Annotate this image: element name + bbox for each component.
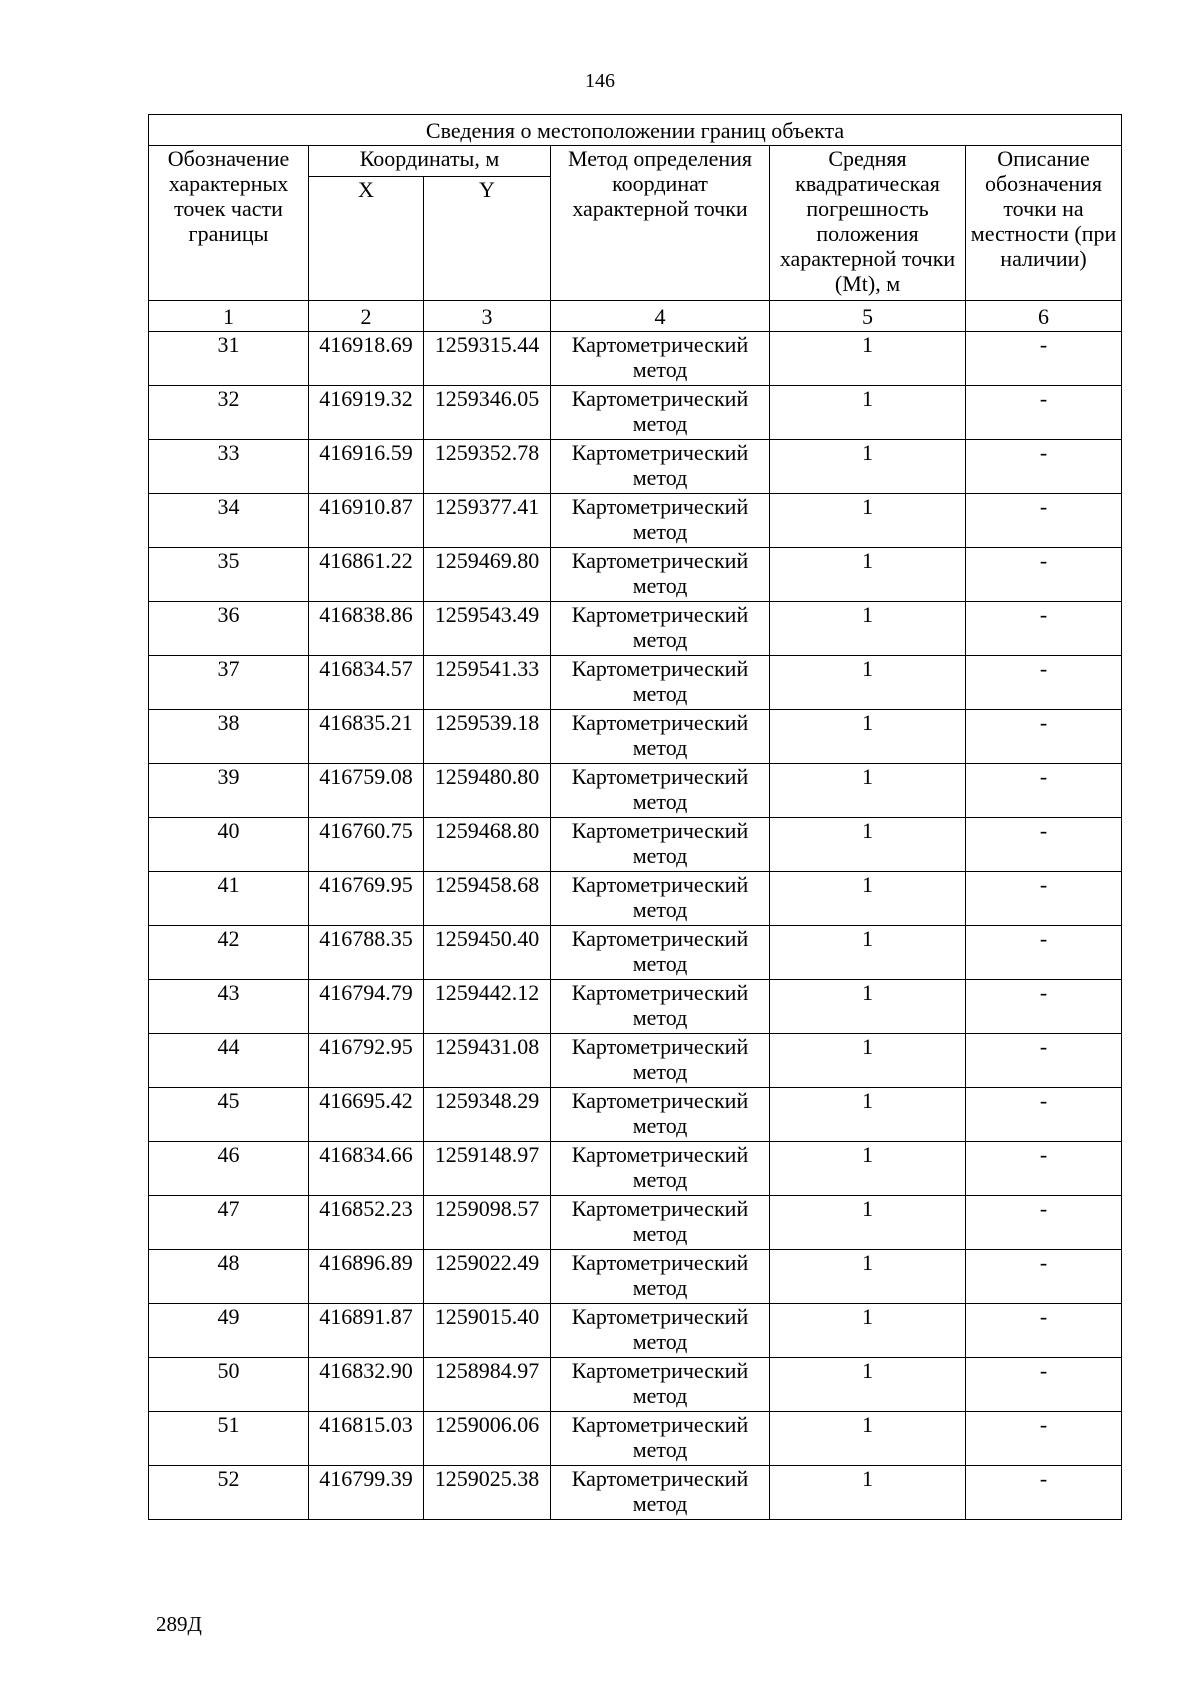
cell-point: 33	[149, 440, 309, 494]
cell-y: 1259346.05	[424, 386, 551, 440]
cell-x: 416916.59	[309, 440, 424, 494]
table-row	[149, 818, 1122, 872]
table-row	[149, 1034, 1122, 1088]
cell-method: Картометрический метод	[551, 332, 770, 386]
header-description: Описание обозначения точки на местности (при наличии)	[966, 146, 1122, 301]
cell-method: Картометрический метод	[551, 1088, 770, 1142]
table-row	[149, 1196, 1122, 1250]
table-row	[149, 1358, 1122, 1412]
table-title: Сведения о местоположении границ объекта	[149, 115, 1122, 146]
column-number-row	[149, 301, 1122, 332]
cell-x: 416838.86	[309, 602, 424, 656]
cell-description: -	[966, 386, 1122, 440]
cell-method: Картометрический метод	[551, 980, 770, 1034]
cell-y: 1259450.40	[424, 926, 551, 980]
cell-method: Картометрический метод	[551, 1358, 770, 1412]
cell-error: 1	[770, 548, 966, 602]
cell-error: 1	[770, 872, 966, 926]
cell-y: 1258984.97	[424, 1358, 551, 1412]
cell-error: 1	[770, 1088, 966, 1142]
header-error: Средняя квадратическая погрешность положения характерной точки (Mt), м	[770, 146, 966, 301]
table-row	[149, 1250, 1122, 1304]
cell-description: -	[966, 980, 1122, 1034]
cell-point: 38	[149, 710, 309, 764]
cell-description: -	[966, 818, 1122, 872]
column-number: 4	[551, 301, 770, 332]
cell-description: -	[966, 1466, 1122, 1520]
cell-x: 416788.35	[309, 926, 424, 980]
cell-point: 50	[149, 1358, 309, 1412]
cell-error: 1	[770, 710, 966, 764]
cell-y: 1259006.06	[424, 1412, 551, 1466]
cell-point: 34	[149, 494, 309, 548]
cell-method: Картометрический метод	[551, 710, 770, 764]
cell-description: -	[966, 656, 1122, 710]
cell-x: 416918.69	[309, 332, 424, 386]
table-row	[149, 332, 1122, 386]
cell-x: 416792.95	[309, 1034, 424, 1088]
cell-x: 416891.87	[309, 1304, 424, 1358]
cell-y: 1259431.08	[424, 1034, 551, 1088]
table-row	[149, 710, 1122, 764]
cell-x: 416919.32	[309, 386, 424, 440]
cell-description: -	[966, 548, 1122, 602]
cell-error: 1	[770, 1196, 966, 1250]
header-coordinates: Координаты, м	[309, 146, 551, 177]
column-number: 5	[770, 301, 966, 332]
cell-error: 1	[770, 980, 966, 1034]
cell-error: 1	[770, 764, 966, 818]
cell-method: Картометрический метод	[551, 1196, 770, 1250]
table-row	[149, 548, 1122, 602]
cell-x: 416799.39	[309, 1466, 424, 1520]
cell-description: -	[966, 1196, 1122, 1250]
cell-error: 1	[770, 602, 966, 656]
cell-description: -	[966, 872, 1122, 926]
cell-error: 1	[770, 1142, 966, 1196]
cell-method: Картометрический метод	[551, 1412, 770, 1466]
table-row	[149, 764, 1122, 818]
cell-error: 1	[770, 386, 966, 440]
cell-description: -	[966, 1088, 1122, 1142]
cell-error: 1	[770, 1358, 966, 1412]
cell-error: 1	[770, 656, 966, 710]
cell-y: 1259315.44	[424, 332, 551, 386]
cell-point: 51	[149, 1412, 309, 1466]
cell-description: -	[966, 1412, 1122, 1466]
cell-error: 1	[770, 440, 966, 494]
table-row	[149, 872, 1122, 926]
cell-description: -	[966, 440, 1122, 494]
table-row	[149, 440, 1122, 494]
cell-method: Картометрический метод	[551, 1142, 770, 1196]
cell-x: 416695.42	[309, 1088, 424, 1142]
cell-description: -	[966, 764, 1122, 818]
cell-point: 32	[149, 386, 309, 440]
table-row	[149, 386, 1122, 440]
cell-y: 1259352.78	[424, 440, 551, 494]
cell-y: 1259442.12	[424, 980, 551, 1034]
cell-x: 416834.57	[309, 656, 424, 710]
table-row	[149, 1304, 1122, 1358]
cell-error: 1	[770, 1412, 966, 1466]
cell-method: Картометрический метод	[551, 440, 770, 494]
cell-point: 36	[149, 602, 309, 656]
cell-description: -	[966, 926, 1122, 980]
cell-method: Картометрический метод	[551, 602, 770, 656]
cell-description: -	[966, 494, 1122, 548]
cell-point: 49	[149, 1304, 309, 1358]
cell-y: 1259348.29	[424, 1088, 551, 1142]
table-row	[149, 1466, 1122, 1520]
table-row	[149, 602, 1122, 656]
page-number: 146	[585, 70, 615, 92]
cell-error: 1	[770, 1466, 966, 1520]
column-number: 3	[424, 301, 551, 332]
cell-point: 31	[149, 332, 309, 386]
cell-error: 1	[770, 1250, 966, 1304]
table-row	[149, 1412, 1122, 1466]
cell-point: 46	[149, 1142, 309, 1196]
cell-y: 1259015.40	[424, 1304, 551, 1358]
cell-point: 41	[149, 872, 309, 926]
cell-point: 35	[149, 548, 309, 602]
cell-y: 1259377.41	[424, 494, 551, 548]
cell-method: Картометрический метод	[551, 872, 770, 926]
cell-y: 1259025.38	[424, 1466, 551, 1520]
table-row	[149, 926, 1122, 980]
cell-description: -	[966, 1034, 1122, 1088]
cell-error: 1	[770, 818, 966, 872]
header-point: Обозначение характерных точек части границы	[149, 146, 309, 301]
cell-y: 1259480.80	[424, 764, 551, 818]
cell-method: Картометрический метод	[551, 656, 770, 710]
cell-description: -	[966, 1358, 1122, 1412]
cell-x: 416834.66	[309, 1142, 424, 1196]
cell-point: 52	[149, 1466, 309, 1520]
cell-point: 40	[149, 818, 309, 872]
cell-x: 416835.21	[309, 710, 424, 764]
header-x: X	[309, 177, 424, 301]
cell-y: 1259458.68	[424, 872, 551, 926]
cell-method: Картометрический метод	[551, 764, 770, 818]
column-number: 1	[149, 301, 309, 332]
table-row	[149, 656, 1122, 710]
column-number: 2	[309, 301, 424, 332]
cell-x: 416769.95	[309, 872, 424, 926]
cell-x: 416760.75	[309, 818, 424, 872]
cell-description: -	[966, 332, 1122, 386]
cell-y: 1259543.49	[424, 602, 551, 656]
cell-y: 1259148.97	[424, 1142, 551, 1196]
cell-x: 416832.90	[309, 1358, 424, 1412]
cell-x: 416896.89	[309, 1250, 424, 1304]
cell-method: Картометрический метод	[551, 1304, 770, 1358]
column-number: 6	[966, 301, 1122, 332]
table-row	[149, 980, 1122, 1034]
cell-description: -	[966, 1142, 1122, 1196]
header-method: Метод определения координат характерной точки	[551, 146, 770, 301]
cell-point: 44	[149, 1034, 309, 1088]
cell-method: Картометрический метод	[551, 1034, 770, 1088]
document-code: 289Д	[156, 1612, 202, 1636]
cell-error: 1	[770, 926, 966, 980]
cell-description: -	[966, 602, 1122, 656]
cell-x: 416861.22	[309, 548, 424, 602]
cell-point: 48	[149, 1250, 309, 1304]
boundary-points-table	[148, 114, 1122, 1520]
cell-point: 47	[149, 1196, 309, 1250]
cell-y: 1259468.80	[424, 818, 551, 872]
cell-method: Картометрический метод	[551, 1466, 770, 1520]
cell-description: -	[966, 1250, 1122, 1304]
cell-point: 43	[149, 980, 309, 1034]
cell-x: 416815.03	[309, 1412, 424, 1466]
cell-x: 416852.23	[309, 1196, 424, 1250]
cell-point: 42	[149, 926, 309, 980]
cell-error: 1	[770, 1034, 966, 1088]
cell-y: 1259022.49	[424, 1250, 551, 1304]
cell-method: Картометрический метод	[551, 818, 770, 872]
cell-method: Картометрический метод	[551, 548, 770, 602]
cell-x: 416910.87	[309, 494, 424, 548]
cell-y: 1259098.57	[424, 1196, 551, 1250]
cell-point: 45	[149, 1088, 309, 1142]
cell-method: Картометрический метод	[551, 386, 770, 440]
table-row	[149, 494, 1122, 548]
cell-y: 1259539.18	[424, 710, 551, 764]
cell-y: 1259541.33	[424, 656, 551, 710]
cell-point: 37	[149, 656, 309, 710]
cell-method: Картометрический метод	[551, 926, 770, 980]
header-y: Y	[424, 177, 551, 301]
cell-error: 1	[770, 332, 966, 386]
cell-point: 39	[149, 764, 309, 818]
cell-y: 1259469.80	[424, 548, 551, 602]
cell-description: -	[966, 1304, 1122, 1358]
cell-description: -	[966, 710, 1122, 764]
cell-x: 416759.08	[309, 764, 424, 818]
table-row	[149, 1088, 1122, 1142]
cell-error: 1	[770, 494, 966, 548]
cell-x: 416794.79	[309, 980, 424, 1034]
cell-method: Картометрический метод	[551, 1250, 770, 1304]
cell-error: 1	[770, 1304, 966, 1358]
table-row	[149, 1142, 1122, 1196]
cell-method: Картометрический метод	[551, 494, 770, 548]
